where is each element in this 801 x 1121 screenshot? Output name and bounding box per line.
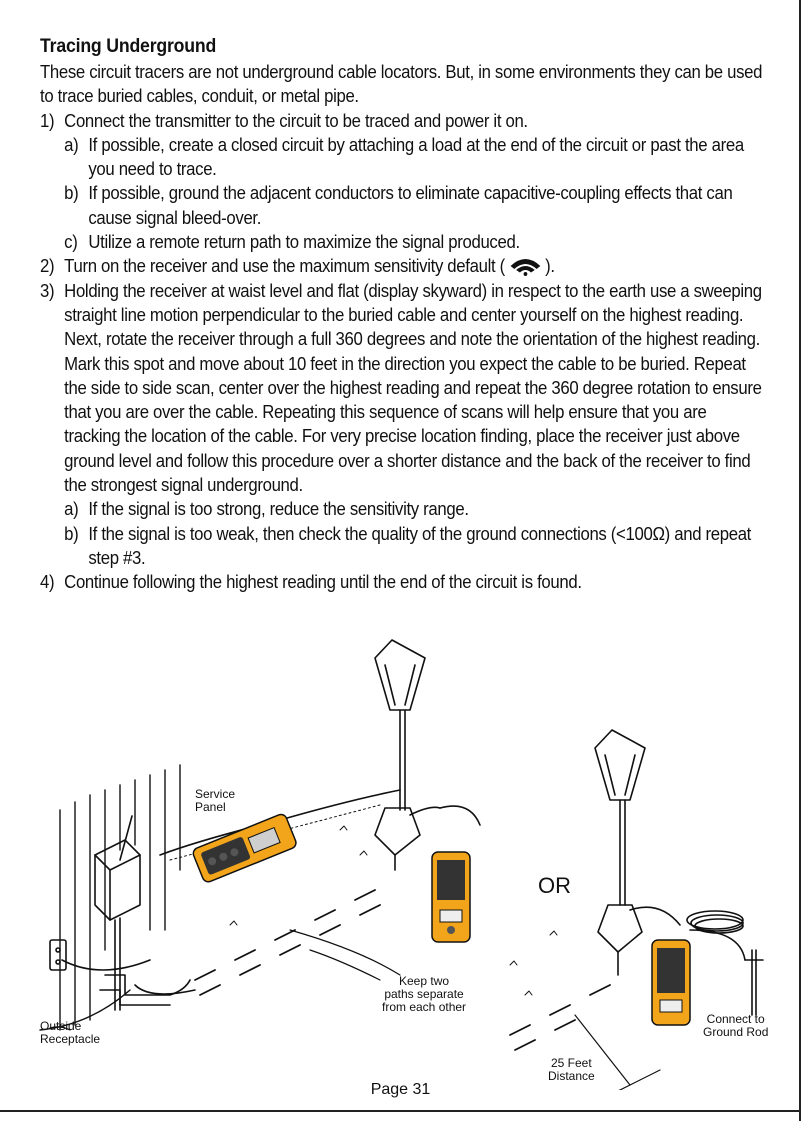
label-ground-rod: Connect to Ground Rod [703,1012,769,1039]
outside-receptacle-drawing [50,940,150,970]
step-4: 4) Continue following the highest reading until the end of the circuit is found. [40,572,582,593]
step-1a: a) If possible, create a closed circuit by attaching a load at the end of the circuit or past the area you need to trace. [64,134,744,180]
step-3a: a) If the signal is too strong, reduce the sensitivity range. [64,499,469,520]
service-panel-drawing [95,816,140,1010]
label-or: OR [538,873,571,898]
lamp-post-right [595,730,745,975]
lamp-post-left [375,640,480,870]
buried-cable-path-1 [195,890,375,980]
step-3b: b) If the signal is too weak, then check the quality of the ground connections (<100Ω) and repeat step #3. [64,523,752,568]
tracing-illustration [0,630,801,1090]
illustration-drawing [0,630,801,1090]
step-2: 2) Turn on the receiver and use the maximum sensitivity default ( ). [40,256,555,277]
conduit-drawing [100,787,400,1005]
bottom-rule [0,1110,801,1112]
page-number: Page 31 [370,1081,431,1098]
step-2-text-before: Turn on the receiver and use the maximum sensitivity default ( [64,256,505,277]
step-1b: b) If possible, ground the adjacent conductors to eliminate capacitive-coupling effects that can cause signal bleed-over. [64,183,733,228]
buried-cable-path-2 [200,905,380,995]
transmitter-device-right [652,940,690,1025]
step-3: 3) Holding the receiver at waist level and flat (display skyward) in respect to the earth use a sweeping straight line motion perpendicular to the buried cable and center yourself on the highest reading. Next, rotate the receiver through a full 360 degrees and note the orientation of the highest reading. Mark this spot and move about 10 feet in the direction you expect the cable to be buried. Repeat the side to side scan, center over the highest reading and repeat the 360 degree rotation to ensure that you are over the cable. Repeating this sequence of scans will help ensure that you are tracking the location of the cable. For very precise location finding, place the receiver just above ground level and follow this procedure over a shorter distance and the back of the receiver to find the strongest signal underground. [40,280,762,496]
label-keep-paths: Keep two paths separate from each other [382,974,467,1014]
signal-strength-icon [509,258,541,276]
section-title: Tracing Underground [40,36,217,57]
transmitter-device-left [432,852,470,942]
step-1: 1) Connect the transmitter to the circuit to be traced and power it on. [40,110,528,131]
instructions [40,34,765,595]
ground-rod [745,950,763,1015]
label-distance: 25 Feet Distance [548,1056,595,1083]
step-1c: c) Utilize a remote return path to maximize the signal produced. [64,232,520,253]
receiver-device-drawing [192,813,298,884]
label-outside-receptacle: Outside Receptacle [40,1019,101,1046]
intro-paragraph: These circuit tracers are not underground cable locators. But, in some environments they can be used to trace buried cables, conduit, or metal pipe. [40,62,763,107]
label-service-panel: Service Panel [195,787,236,814]
step-2-text-after: ). [545,256,555,277]
